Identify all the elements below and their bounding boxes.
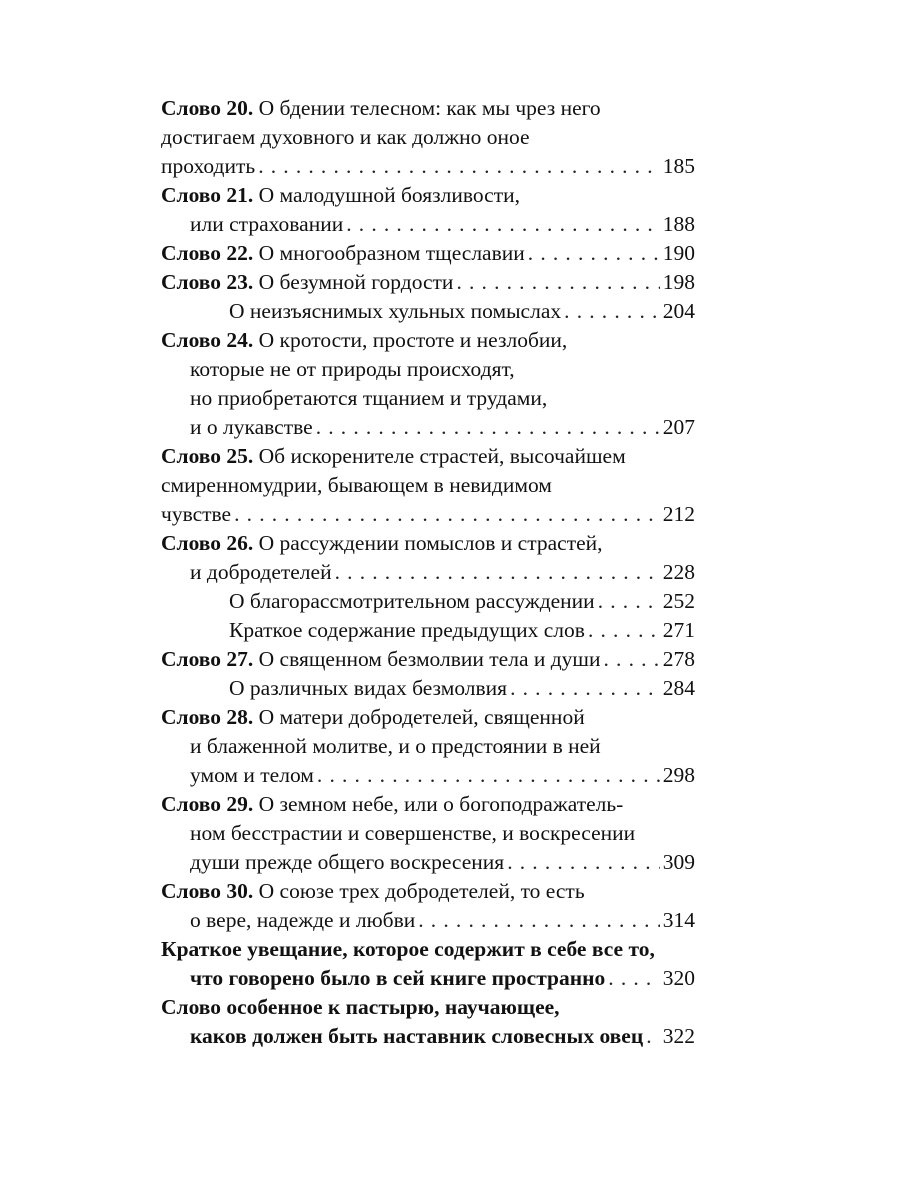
page-number: 298 (662, 763, 695, 787)
dot-leader (646, 1022, 660, 1051)
entry-title: о вере, надежде и любви (190, 908, 416, 932)
toc-entry-summary-line-1 (161, 935, 695, 964)
toc-entry-30-line-1 (161, 877, 695, 906)
entry-title: О малодушной боязливости, (258, 183, 520, 207)
entry-title: Слово особенное к пастырю, научающее, (161, 995, 560, 1019)
toc-entry-28-line-1 (161, 703, 695, 732)
page-number: 212 (662, 502, 695, 526)
entry-title: смиренномудрии, бывающем в невидимом (161, 473, 552, 497)
entry-label: Слово 27. (161, 647, 254, 671)
page-number: 190 (662, 241, 695, 265)
entry-label: Слово 23. (161, 270, 254, 294)
dot-leader (507, 848, 660, 877)
toc-entry-26-line-2 (190, 558, 695, 587)
entry-title: О безумной гордости (258, 270, 454, 294)
entry-title: и о лукавстве (190, 415, 313, 439)
entry-title: О бдении телесном: как мы чрез него (258, 96, 601, 120)
dot-leader (234, 500, 660, 529)
page-number: 322 (662, 1024, 695, 1048)
dot-leader (608, 964, 659, 993)
entry-title: Об искоренителе страстей, высочайшем (258, 444, 626, 468)
toc-entry-26-sub-1 (229, 587, 695, 616)
dot-leader (258, 152, 660, 181)
toc-entry-29-line-1 (161, 790, 695, 819)
toc-entry-20-line-1 (161, 94, 695, 123)
entry-label: Слово 20. (161, 96, 254, 120)
toc-entry-27-sub (229, 674, 695, 703)
entry-label: Слово 21. (161, 183, 254, 207)
toc-entry-26-line-1 (161, 529, 695, 558)
entry-title: и добродетелей (190, 560, 332, 584)
entry-title: О благорассмотрительном рассуждении (229, 589, 595, 613)
page-number: 185 (662, 154, 695, 178)
page-number: 271 (662, 618, 695, 642)
entry-title: О земном небе, или о богоподражатель- (258, 792, 624, 816)
toc-entry-26-sub-2 (229, 616, 695, 645)
toc-entry-23-sub (229, 297, 695, 326)
entry-label: Слово 29. (161, 792, 254, 816)
toc-entry-24-line-3 (190, 384, 695, 413)
entry-title: но приобретаются тщанием и трудами, (190, 386, 548, 410)
page-number: 314 (662, 908, 695, 932)
toc-entry-21-line-2 (190, 210, 695, 239)
toc-entry-25-line-1 (161, 442, 695, 471)
toc-entry-29-line-3 (190, 848, 695, 877)
entry-label: Слово 25. (161, 444, 254, 468)
toc-entry-28-line-2 (190, 732, 695, 761)
dot-leader (418, 906, 660, 935)
page-number: 207 (662, 415, 695, 439)
page-number: 252 (662, 589, 695, 613)
toc-entry-23 (161, 268, 695, 297)
dot-leader (456, 268, 659, 297)
entry-title: О кротости, простоте и незлобии, (258, 328, 568, 352)
entry-title: и блаженной молитве, и о предстоянии в ней (190, 734, 601, 758)
dot-leader (316, 413, 660, 442)
entry-title: умом и телом (190, 763, 314, 787)
toc-entry-24-line-1 (161, 326, 695, 355)
entry-label: Слово 26. (161, 531, 254, 555)
toc-entry-25-line-3 (161, 500, 695, 529)
toc-entry-24-line-4 (190, 413, 695, 442)
page-number: 228 (662, 560, 695, 584)
entry-title: О союзе трех добродетелей, то есть (258, 879, 585, 903)
entry-title: души прежде общего воскресения (190, 850, 505, 874)
page-number: 320 (662, 966, 695, 990)
toc-entry-29-line-2 (190, 819, 695, 848)
toc-entry-22 (161, 239, 695, 268)
page-number: 278 (662, 647, 695, 671)
toc-entry-28-line-3 (190, 761, 695, 790)
entry-title: что говорено было в сей книге пространно (190, 966, 606, 990)
page-number: 204 (662, 299, 695, 323)
entry-title: О рассуждении помыслов и страстей, (258, 531, 603, 555)
toc-entry-20-line-3 (161, 152, 695, 181)
entry-label: Слово 24. (161, 328, 254, 352)
page-number: 188 (662, 212, 695, 236)
entry-title: каков должен быть наставник словесных овец (190, 1024, 644, 1048)
entry-title: О неизъяснимых хульных помыслах (229, 299, 562, 323)
entry-title: достигаем духовного и как должно оное (161, 125, 530, 149)
entry-title: О многообразном тщеславии (258, 241, 525, 265)
entry-title: проходить (161, 154, 256, 178)
entry-title: О священном безмолвии тела и души (258, 647, 601, 671)
entry-label: Слово 30. (161, 879, 254, 903)
dot-leader (564, 297, 660, 326)
entry-label: Слово 28. (161, 705, 254, 729)
entry-title: ном бесстрастии и совершенстве, и воскресении (190, 821, 636, 845)
toc-entry-27 (161, 645, 695, 674)
toc-entry-25-line-2 (161, 471, 695, 500)
entry-label: Слово 22. (161, 241, 254, 265)
entry-title: Краткое увещание, которое содержит в себе все то, (161, 937, 655, 961)
page-number: 309 (662, 850, 695, 874)
toc-entry-pastor-line-2 (190, 1022, 695, 1051)
dot-leader (528, 239, 660, 268)
entry-title: О различных видах безмолвия (229, 676, 508, 700)
entry-title: Краткое содержание предыдущих слов (229, 618, 585, 642)
toc-entry-21-line-1 (161, 181, 695, 210)
toc-entry-20-line-2 (161, 123, 695, 152)
dot-leader (335, 558, 660, 587)
toc-entry-30-line-2 (190, 906, 695, 935)
page-number: 284 (662, 676, 695, 700)
entry-title: или страховании (190, 212, 344, 236)
entry-title: которые не от природы происходят, (190, 357, 515, 381)
dot-leader (588, 616, 660, 645)
dot-leader (604, 645, 660, 674)
entry-title: О матери добродетелей, священной (258, 705, 585, 729)
dot-leader (598, 587, 660, 616)
dot-leader (510, 674, 660, 703)
dot-leader (346, 210, 660, 239)
dot-leader (317, 761, 660, 790)
toc-entry-24-line-2 (190, 355, 695, 384)
toc-entry-pastor-line-1 (161, 993, 695, 1022)
toc-entry-summary-line-2 (190, 964, 695, 993)
entry-title: чувстве (161, 502, 232, 526)
page-number: 198 (662, 270, 695, 294)
